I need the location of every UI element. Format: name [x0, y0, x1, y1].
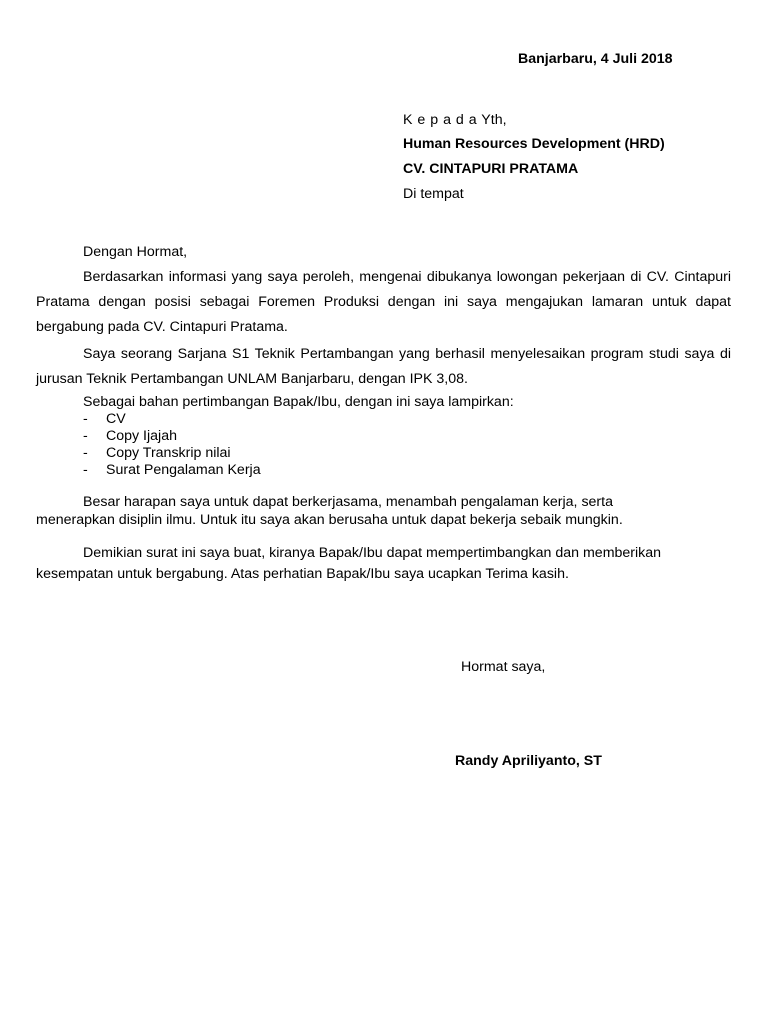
bullet-dash: -: [83, 445, 88, 461]
recipient-company: CV. CINTAPURI PRATAMA: [403, 161, 579, 177]
list-item-label: Copy Transkrip nilai: [106, 445, 231, 461]
paragraph-closing-line2: kesempatan untuk bergabung. Atas perhatian Bapak/Ibu saya ucapkan Terima kasih.: [36, 566, 569, 582]
list-item-label: Surat Pengalaman Kerja: [106, 462, 261, 478]
attachments-intro: Sebagai bahan pertimbangan Bapak/Ibu, dengan ini saya lampirkan:: [83, 394, 514, 410]
recipient-salutation: K e p a d a Yth,: [403, 112, 507, 128]
recipient-place: Di tempat: [403, 186, 464, 202]
paragraph-hope-line2: menerapkan disiplin ilmu. Untuk itu saya akan berusaha untuk dapat bekerja sebaik mungkin.: [36, 512, 623, 528]
bullet-dash: -: [83, 462, 88, 478]
paragraph-intro: Berdasarkan informasi yang saya peroleh, mengenai dibukanya lowongan pekerjaan di CV. Cintapuri Pratama dengan posisi sebagai Foremen Produksi dengan ini saya mengajukan lamaran untuk dapat bergabung pada CV. Cintapuri Pratama.: [36, 269, 731, 335]
signature-name: Randy Apriliyanto, ST: [455, 753, 602, 769]
signoff: Hormat saya,: [461, 659, 546, 675]
list-item-label: Copy Ijajah: [106, 428, 177, 444]
paragraph-hope-line1: Besar harapan saya untuk dapat berkerjasama, menambah pengalaman kerja, serta: [83, 494, 613, 510]
list-item-label: CV: [106, 411, 126, 427]
recipient-department: Human Resources Development (HRD): [403, 136, 665, 152]
list-item: [83, 462, 261, 479]
bullet-dash: -: [83, 411, 88, 427]
greeting: Dengan Hormat,: [83, 244, 188, 260]
paragraph-education: Saya seorang Sarjana S1 Teknik Pertambangan yang berhasil menyelesaikan program studi saya di jurusan Teknik Pertambangan UNLAM Banjarbaru, dengan IPK 3,08.: [36, 346, 731, 387]
list-item: [83, 445, 261, 462]
list-item: [83, 428, 261, 445]
list-item: [83, 411, 261, 428]
paragraph-closing-line1: Demikian surat ini saya buat, kiranya Bapak/Ibu dapat mempertimbangkan dan memberikan: [83, 545, 662, 561]
bullet-dash: -: [83, 428, 88, 444]
letter-date: Banjarbaru, 4 Juli 2018: [518, 51, 673, 67]
attachments-list: [83, 411, 261, 479]
